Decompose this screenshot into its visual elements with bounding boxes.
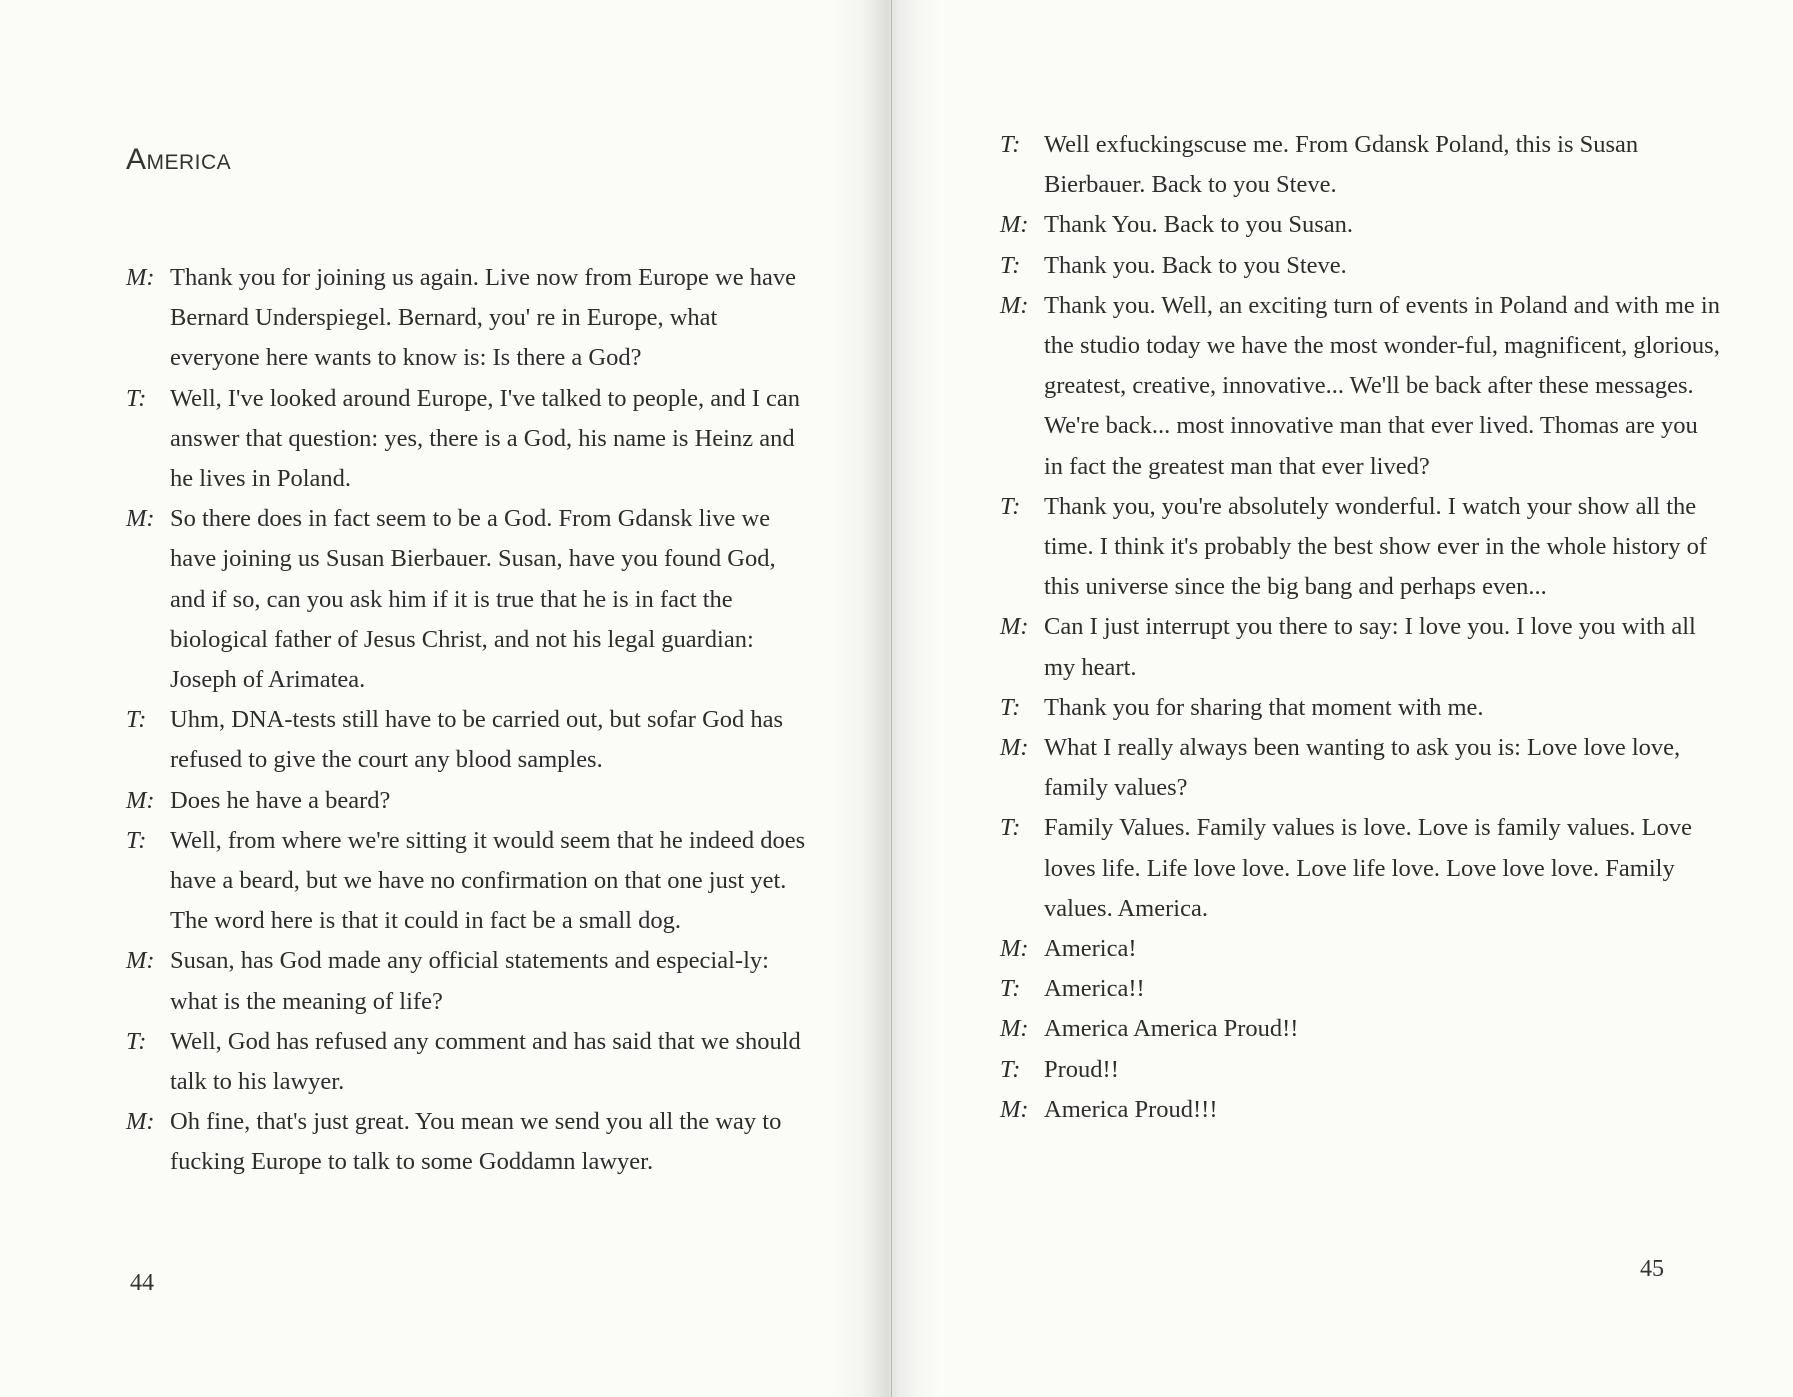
dialogue-line bbox=[1000, 205, 1720, 245]
speaker-label: M: bbox=[1000, 291, 1029, 319]
speech-text: Thank you for sharing that moment with me. bbox=[1044, 693, 1484, 721]
dialogue-line bbox=[126, 781, 806, 821]
dialogue-line bbox=[1000, 1090, 1720, 1130]
speech-text: Can I just interrupt you there to say: I love you. I love you with all my heart. bbox=[1044, 613, 1696, 681]
speech-text: America!! bbox=[1044, 975, 1145, 1003]
dialogue-line bbox=[126, 941, 806, 1021]
speech-text: Well, God has refused any comment and has said that we should talk to his lawyer. bbox=[170, 1027, 801, 1096]
dialogue-line bbox=[1000, 1009, 1720, 1049]
speech-text: Well, from where we're sitting it would seem that he indeed does have a beard, but we have no confirmation on that one just yet. The word here is that it could in fact be a small dog. bbox=[170, 826, 806, 935]
speaker-label: M: bbox=[1000, 613, 1029, 641]
speech-text: Thank you, you're absolutely wonderful. I watch your show all the time. I think it's probably the best show ever in the whole history of this universe since the big bang and perhaps even... bbox=[1044, 492, 1708, 601]
dialogue-line bbox=[126, 1102, 806, 1182]
speaker-label: M: bbox=[1000, 734, 1029, 762]
dialogue-line bbox=[1000, 728, 1720, 808]
speaker-label: T: bbox=[126, 384, 147, 412]
speech-text: Uhm, DNA-tests still have to be carried out, but sofar God has refused to give the court any blood samples. bbox=[170, 706, 784, 774]
speaker-label: M: bbox=[1000, 1095, 1029, 1123]
speaker-label: M: bbox=[126, 786, 155, 814]
speaker-label: M: bbox=[126, 1108, 155, 1136]
speech-text: America America Proud!! bbox=[1044, 1015, 1299, 1043]
book-gutter-shadow bbox=[830, 0, 940, 1397]
speech-text: Does he have a beard? bbox=[170, 786, 391, 814]
speech-text: Susan, has God made any official statements and especial-ly: what is the meaning of life? bbox=[170, 947, 769, 1015]
speech-text: Proud!! bbox=[1044, 1055, 1119, 1083]
speech-text: Family Values. Family values is love. Love is family values. Love loves life. Life love love. Love life love. Love love love. Family values. America. bbox=[1044, 814, 1693, 922]
speech-text: Well exfuckingscuse me. From Gdansk Poland, this is Susan Bierbauer. Back to you Steve. bbox=[1044, 131, 1639, 199]
speech-text: Well, I've looked around Europe, I've talked to people, and I can answer that question: yes, there is a God, his name is Heinz and he lives in Poland. bbox=[170, 384, 801, 493]
speaker-label: T: bbox=[126, 706, 147, 734]
dialogue-line bbox=[1000, 246, 1720, 286]
left-dialogue bbox=[126, 258, 806, 1183]
speaker-label: T: bbox=[1000, 251, 1021, 279]
dialogue-line bbox=[126, 700, 806, 780]
speaker-label: M: bbox=[1000, 211, 1029, 239]
dialogue-line bbox=[1000, 1050, 1720, 1090]
speaker-label: M: bbox=[126, 947, 155, 975]
dialogue-line bbox=[126, 499, 806, 700]
dialogue-line bbox=[126, 1022, 806, 1102]
speaker-label: T: bbox=[1000, 693, 1021, 721]
speech-text: What I really always been wanting to ask you is: Love love love, family values? bbox=[1044, 734, 1681, 802]
dialogue-line bbox=[1000, 487, 1720, 608]
book-spine-fold bbox=[891, 0, 892, 1397]
page-number: 45 bbox=[1640, 1256, 1664, 1282]
dialogue-line bbox=[126, 821, 806, 942]
speaker-label: M: bbox=[126, 505, 155, 533]
dialogue-line bbox=[1000, 688, 1720, 728]
dialogue-line bbox=[1000, 286, 1720, 487]
speech-text: Thank you. Well, an exciting turn of events in Poland and with me in the studio today we have the most wonder-ful, magnificent, glorious, greatest, creative, innovative... We'll be back after these messages. We're back... most innovative man that ever lived. Thomas are you in fact the greatest man that ever lived? bbox=[1044, 291, 1720, 480]
dialogue-line bbox=[1000, 808, 1720, 929]
speech-text: So there does in fact seem to be a God. From Gdansk live we have joining us Susan Bierbauer. Susan, have you found God, and if so, can you ask him if it is true that he is in fact the biological father of Jesus Christ, and not his legal guardian: Joseph of Arimatea. bbox=[170, 505, 776, 694]
speech-text: America! bbox=[1044, 935, 1137, 963]
speaker-label: M: bbox=[1000, 935, 1029, 963]
speaker-label: M: bbox=[126, 264, 155, 291]
speech-text: Thank you for joining us again. Live now from Europe we have Bernard Underspiegel. Bernard, you' re in Europe, what everyone here wants to know is: Is there a God? bbox=[170, 264, 796, 372]
right-dialogue bbox=[1000, 125, 1720, 1130]
speaker-label: T: bbox=[1000, 1055, 1021, 1083]
speech-text: Thank You. Back to you Susan. bbox=[1044, 211, 1353, 239]
speech-text: America Proud!!! bbox=[1044, 1095, 1218, 1123]
speaker-label: T: bbox=[126, 826, 147, 854]
speech-text: Thank you. Back to you Steve. bbox=[1044, 251, 1347, 279]
dialogue-line bbox=[126, 379, 806, 500]
speaker-label: T: bbox=[1000, 814, 1021, 842]
speaker-label: M: bbox=[1000, 1015, 1029, 1043]
speaker-label: T: bbox=[1000, 131, 1021, 158]
dialogue-line bbox=[1000, 125, 1720, 205]
chapter-title: America bbox=[126, 143, 232, 176]
dialogue-line bbox=[1000, 969, 1720, 1009]
speaker-label: T: bbox=[1000, 492, 1021, 520]
page-number: 44 bbox=[130, 1270, 154, 1296]
speech-text: Oh fine, that's just great. You mean we send you all the way to fucking Europe to talk to some Goddamn lawyer. bbox=[170, 1108, 782, 1176]
dialogue-line bbox=[126, 258, 806, 379]
dialogue-line bbox=[1000, 929, 1720, 969]
speaker-label: T: bbox=[1000, 975, 1021, 1003]
dialogue-line bbox=[1000, 607, 1720, 687]
speaker-label: T: bbox=[126, 1027, 147, 1055]
